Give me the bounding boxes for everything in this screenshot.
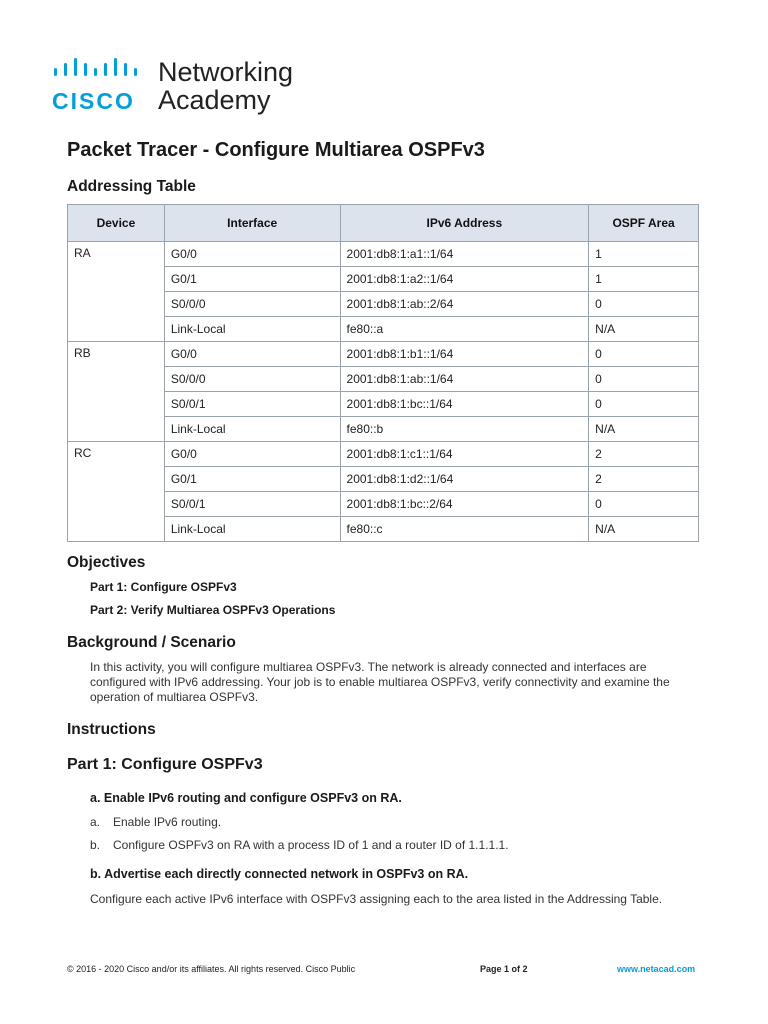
background-line-3: operation of multiarea OSPFv3. bbox=[90, 690, 259, 704]
list-text: Configure OSPFv3 on RA with a process ID of 1 and a router ID of 1.1.1.1. bbox=[113, 838, 509, 852]
step-b-text: Configure each active IPv6 interface with OSPFv3 assigning each to the area listed in the Addressing Table. bbox=[90, 892, 663, 906]
list-marker: b. bbox=[90, 838, 101, 852]
cisco-wordmark: CISCO bbox=[52, 88, 135, 114]
footer-netacad-link[interactable]: www.netacad.com bbox=[617, 964, 696, 974]
objectives-heading: Objectives bbox=[67, 554, 146, 571]
footer-page-number: Page 1 of 2 bbox=[480, 964, 528, 974]
ipv6-cell: 2001:db8:1:ab::1/64 bbox=[340, 367, 589, 392]
part-1-heading: Part 1: Configure OSPFv3 bbox=[67, 756, 263, 773]
device-cell: RA bbox=[68, 242, 165, 342]
area-cell: N/A bbox=[589, 317, 699, 342]
interface-cell: G0/0 bbox=[164, 242, 340, 267]
ipv6-cell: 2001:db8:1:c1::1/64 bbox=[340, 442, 589, 467]
logo-line-academy: Academy bbox=[158, 85, 271, 115]
ipv6-cell: fe80::a bbox=[340, 317, 589, 342]
device-cell: RB bbox=[68, 342, 165, 442]
ipv6-cell: 2001:db8:1:d2::1/64 bbox=[340, 467, 589, 492]
area-cell: 1 bbox=[589, 267, 699, 292]
objective-part-1: Part 1: Configure OSPFv3 bbox=[90, 580, 237, 594]
interface-cell: Link-Local bbox=[164, 517, 340, 542]
area-cell: 1 bbox=[589, 242, 699, 267]
ipv6-cell: fe80::b bbox=[340, 417, 589, 442]
interface-cell: G0/0 bbox=[164, 442, 340, 467]
list-item bbox=[90, 838, 509, 852]
interface-cell: G0/1 bbox=[164, 467, 340, 492]
area-cell: 0 bbox=[589, 292, 699, 317]
col-ospf-area: OSPF Area bbox=[589, 205, 699, 242]
instructions-heading: Instructions bbox=[67, 721, 156, 738]
table-row bbox=[68, 442, 699, 467]
col-ipv6-address: IPv6 Address bbox=[340, 205, 589, 242]
table-header-row bbox=[68, 205, 699, 242]
interface-cell: G0/0 bbox=[164, 342, 340, 367]
ipv6-cell: 2001:db8:1:bc::1/64 bbox=[340, 392, 589, 417]
interface-cell: S0/0/0 bbox=[164, 292, 340, 317]
step-b-heading: b. Advertise each directly connected network in OSPFv3 on RA. bbox=[90, 867, 469, 881]
addressing-table-heading: Addressing Table bbox=[67, 178, 196, 195]
footer-copyright: © 2016 - 2020 Cisco and/or its affiliates. All rights reserved. Cisco Public bbox=[67, 964, 356, 974]
area-cell: 2 bbox=[589, 442, 699, 467]
ipv6-cell: 2001:db8:1:a2::1/64 bbox=[340, 267, 589, 292]
area-cell: 0 bbox=[589, 492, 699, 517]
cisco-logo bbox=[52, 58, 312, 116]
ipv6-cell: fe80::c bbox=[340, 517, 589, 542]
area-cell: N/A bbox=[589, 417, 699, 442]
table-row bbox=[68, 242, 699, 267]
area-cell: 0 bbox=[589, 367, 699, 392]
background-line-1: In this activity, you will configure multiarea OSPFv3. The network is already connected and interfaces are bbox=[90, 660, 647, 674]
area-cell: 0 bbox=[589, 392, 699, 417]
ipv6-cell: 2001:db8:1:ab::2/64 bbox=[340, 292, 589, 317]
logo-line-networking: Networking bbox=[158, 57, 294, 87]
ipv6-cell: 2001:db8:1:a1::1/64 bbox=[340, 242, 589, 267]
list-marker: a. bbox=[90, 815, 101, 829]
area-cell: N/A bbox=[589, 517, 699, 542]
cisco-bridge-icon bbox=[52, 58, 142, 82]
col-interface: Interface bbox=[164, 205, 340, 242]
interface-cell: S0/0/1 bbox=[164, 492, 340, 517]
background-paragraph bbox=[90, 660, 705, 705]
list-item bbox=[90, 815, 221, 829]
interface-cell: G0/1 bbox=[164, 267, 340, 292]
interface-cell: Link-Local bbox=[164, 417, 340, 442]
interface-cell: S0/0/0 bbox=[164, 367, 340, 392]
document-title: Packet Tracer - Configure Multiarea OSPFv3 bbox=[67, 139, 485, 161]
addressing-table bbox=[67, 204, 699, 542]
step-a-heading: a. Enable IPv6 routing and configure OSPFv3 on RA. bbox=[90, 791, 402, 805]
interface-cell: S0/0/1 bbox=[164, 392, 340, 417]
ipv6-cell: 2001:db8:1:bc::2/64 bbox=[340, 492, 589, 517]
interface-cell: Link-Local bbox=[164, 317, 340, 342]
table-row bbox=[68, 342, 699, 367]
col-device: Device bbox=[68, 205, 165, 242]
device-cell: RC bbox=[68, 442, 165, 542]
background-line-2: configured with IPv6 addressing. Your job is to enable multiarea OSPFv3, verify connectivity and examine the bbox=[90, 675, 670, 689]
list-text: Enable IPv6 routing. bbox=[113, 815, 222, 829]
area-cell: 0 bbox=[589, 342, 699, 367]
background-heading: Background / Scenario bbox=[67, 634, 236, 651]
objective-part-2: Part 2: Verify Multiarea OSPFv3 Operations bbox=[90, 603, 336, 617]
area-cell: 2 bbox=[589, 467, 699, 492]
ipv6-cell: 2001:db8:1:b1::1/64 bbox=[340, 342, 589, 367]
